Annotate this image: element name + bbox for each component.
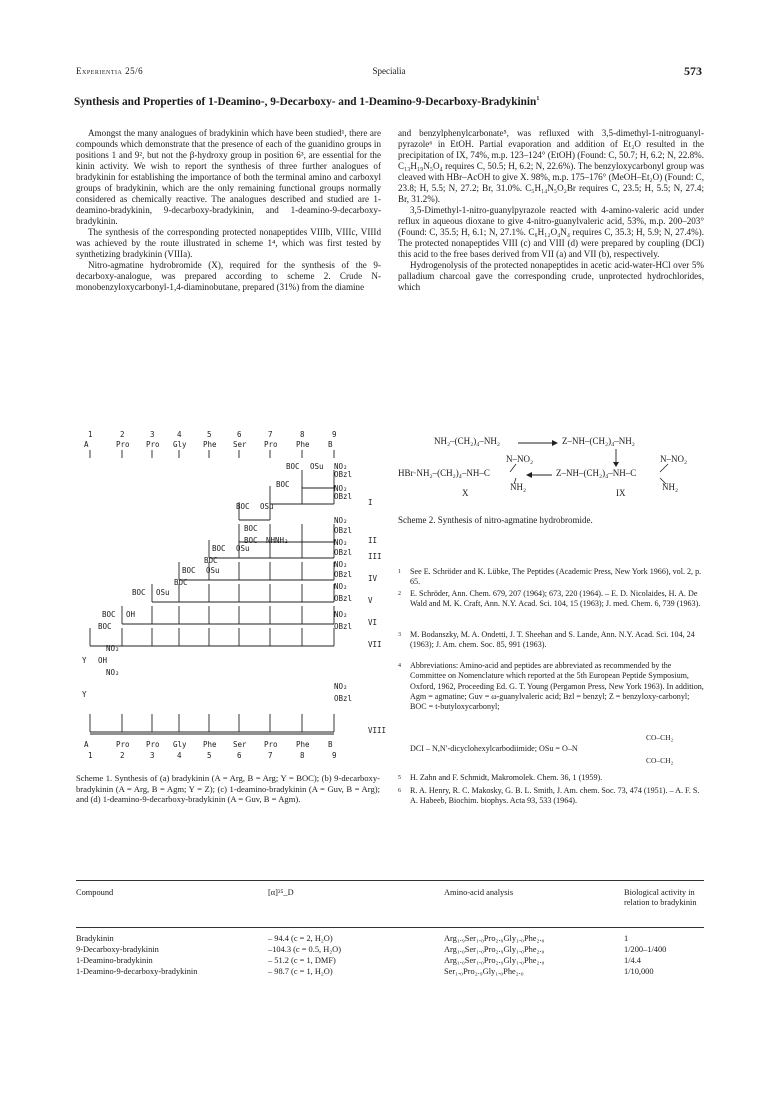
protecting-group-label: BOC: [204, 556, 218, 565]
intermediate-number: IV: [368, 574, 378, 583]
journal-name: Experientia 25/6: [76, 66, 144, 76]
label-ix: IX: [616, 488, 626, 498]
residue-label: Phe: [203, 740, 217, 749]
residue-number: 3: [150, 430, 155, 439]
residue-number: 5: [207, 751, 212, 760]
footnote-text: E. Schröder, Ann. Chem. 679, 207 (1964); 673, 220 (1964). – E. D. Nicolaides, H. A. De Wald and M. K. Craft, Ann. N.Y. Acad. Sci. 104, 15 (1963); J. med. Chem. 6, 739 (1963).: [410, 589, 701, 609]
table-cell: Arg₁.₀Ser₁.₀Pro₂.₉Gly₁.₀Phe₂.₀: [444, 945, 545, 954]
article-title: [74, 96, 704, 108]
nitro-label: N–NO₂: [506, 454, 534, 464]
intermediate-number: VI: [368, 618, 378, 627]
intermediate-number: VIII: [368, 726, 387, 735]
protecting-group-label: BOC: [276, 480, 290, 489]
protecting-group-label: NO₂: [334, 516, 348, 525]
residue-number: 4: [177, 751, 182, 760]
residue-number: 3: [150, 751, 155, 760]
protecting-group-label: BOC: [102, 610, 116, 619]
protecting-group-label: NO₂: [334, 610, 348, 619]
footnote-text: Abbreviations: Amino-acid and peptides are abbreviated as recommended by the Committee on Nomenclature which reported at the 5th European Peptide Symposium, Oxford, 1962, Proceeding Ed. G. T. Young (Pergamon Press, New York 1963). In addition, Agm = agmatine; Guv = ω-guanylvaleric acid; Bzl = benzyl; Z = benzyloxy-carbonyl; BOC = t-butyloxycarbonyl;: [410, 661, 704, 712]
amino-label: NH₂: [510, 482, 527, 492]
article-title-text: Synthesis and Properties of 1-Deamino-, 9-Decarboxy- and 1-Deamino-9-Decarboxy-Bradykinin: [74, 96, 537, 108]
protecting-group-label: Y: [82, 690, 87, 699]
table-cell: – 51.2 (c = 1, DMF): [268, 956, 336, 965]
z-diamine: Z–NH–(CH₂)₄–NH₂: [562, 436, 635, 446]
title-footnote-ref: 1: [536, 96, 540, 103]
footnote-osu: [398, 744, 704, 754]
table-cell: Arg₁.₀Ser₁.₀Pro₂.₉Gly₁.₀Phe₂.₀: [444, 956, 545, 965]
protecting-group-label: OBzl: [334, 470, 353, 479]
protecting-group-label: OSu: [236, 544, 250, 553]
compound-x: HBr·NH₂–(CH₂)₄–NH–C: [398, 468, 490, 478]
table-cell: 9-Decarboxy-bradykinin: [76, 945, 159, 954]
residue-number: 2: [120, 751, 125, 760]
residue-label: B: [328, 740, 333, 749]
residue-number: 7: [268, 430, 273, 439]
intermediate-number: V: [368, 596, 373, 605]
residue-label: Pro: [146, 440, 160, 449]
osu-ring-top: CO–CH₂: [646, 733, 674, 742]
residue-label: Gly: [173, 740, 187, 749]
section-name: Specialia: [372, 66, 406, 76]
footnote-number: 1: [398, 569, 401, 575]
footnote-number: 5: [398, 775, 401, 781]
protecting-group-label: BOC: [236, 502, 250, 511]
protecting-group-label: OSu: [156, 588, 170, 597]
protecting-group-label: BOC: [98, 622, 112, 631]
residue-label: Phe: [296, 740, 310, 749]
amino-label: NH₂: [662, 482, 679, 492]
paragraph: and benzylphenylcarbonate⁵, was refluxed with 3,5-dimethyl-1-nitroguanyl-pyrazole⁶ in EtOH. Partial evaporation and addition of Et₂O resulted in the precipitation of IX, 74%, m.p. 123–124° (EtOH) (Found: C, 50.7; H, 6.2; N, 22.8%. C₁₃H₁₉N₅O₄ requires C, 50.5; H, 6.2; N, 22.6%). The benzyloxycarbonyl group was cleaved with HBr–AcOH to give X. 98%, m.p. 175–176° (MeOH–Et₂O) (Found: C, 23.8; H, 5.5; N, 27.2; Br, 31.0%. C₅H₁₄N₅O₂Br requires C, 23.5; H, 5.5; N, 27.4; Br, 31.2%).: [398, 128, 704, 204]
residue-label: Phe: [296, 440, 310, 449]
page-number: 573: [684, 64, 702, 78]
paragraph: Hydrogenolysis of the protected nonapeptides in acetic acid-water-HCl over 5% palladium charcoal gave the corresponding crude, unprotected hydrochlorides, which: [398, 260, 704, 292]
residue-label: A: [84, 440, 89, 449]
protecting-group-label: OH: [98, 656, 108, 665]
residue-number: 6: [237, 430, 242, 439]
col-header: [α]²⁵_D: [268, 888, 294, 897]
table-cell: Bradykinin: [76, 934, 114, 943]
protecting-group-label: NO₂: [334, 484, 348, 493]
label-x: X: [462, 488, 469, 498]
footnote-text: See E. Schröder and K. Lübke, The Peptides (Academic Press, New York 1966), vol. 2, p. 65.: [410, 567, 702, 587]
residue-label: Pro: [264, 740, 278, 749]
paragraph: 3,5-Dimethyl-1-nitro-guanylpyrazole reacted with 4-amino-valeric acid under reflux in aqueous dioxane to give 4-nitro-guanylvaleric acid, 53%, m.p. 200–203° (Found: C, 35.5; H, 6.1; N, 27.1%. C₆H₁₂O₄N₄ requires C, 35.3; H, 5.9; N, 27.4%). The protected nonapeptides VIII (c) and VIII (d) were prepared by coupling (DCI) this acid to the free bases derived from VII (a) and VII (b), respectively.: [398, 205, 704, 259]
footnote: [398, 630, 704, 651]
protecting-group-label: BOC: [174, 578, 188, 587]
table-cell: 1/4.4: [624, 956, 641, 965]
footnote: [398, 773, 704, 783]
protecting-group-label: BOC: [244, 536, 258, 545]
table-cell: 1/200–1/400: [624, 945, 667, 954]
compound-ix: Z–NH–(CH₂)₄–NH–C: [556, 468, 637, 478]
residue-label: Ser: [233, 440, 247, 449]
left-column: [76, 128, 381, 293]
paragraph: Amongst the many analogues of bradykinin which have been studied¹, there are compounds which demonstrate that the presence of each of the guanidino groups in positions 1 and 9², but not the β-hydroxy group in position 6³, are essential for the kinin activity. We wish to report the synthesis of three further analogues of bradykinin for establishing the importance of both the terminal amino and carboxyl groups of bradykinin, which are the only remaining functional groups normally considered as chemically reactive. The analogues described and studied are 1-deamino-bradykinin, 9-decarboxy-bradykinin, and 1-deamino-9-decarboxy-bradykinin.: [76, 128, 381, 226]
table-cell: 1-Deamino-bradykinin: [76, 956, 153, 965]
residue-number: 8: [300, 751, 305, 760]
paragraph: The synthesis of the corresponding protected nonapeptides VIIIb, VIIIc, VIIId was achieved by the route illustrated in scheme 1⁴, which was first tested by synthetizing bradykinin (VIIIa).: [76, 227, 381, 259]
intermediate-number: I: [368, 498, 373, 507]
residue-label: Ser: [233, 740, 247, 749]
residue-label: Pro: [264, 440, 278, 449]
protecting-group-label: OBzl: [334, 492, 353, 501]
residue-number: 8: [300, 430, 305, 439]
table-rule-top: [76, 880, 704, 881]
protecting-group-label: NO₂: [106, 668, 120, 677]
osu-ring-bottom: CO–CH₂: [646, 756, 674, 765]
protecting-group-label: OSu: [260, 502, 274, 511]
protecting-group-label: OH: [126, 610, 136, 619]
residue-number: 9: [332, 751, 337, 760]
protecting-group-label: OBzl: [334, 622, 353, 631]
footnote-number: 2: [398, 591, 401, 597]
table-cell: Arg₁.₉Ser₁.₀Pro₂.₉Gly₁.₀Phe₂.₀: [444, 934, 545, 943]
residue-label: Pro: [116, 440, 130, 449]
protecting-group-label: BOC: [132, 588, 146, 597]
intermediate-number: VII: [368, 640, 382, 649]
protecting-group-label: Y: [82, 656, 87, 665]
footnote-number: 6: [398, 788, 401, 794]
residue-label: Pro: [116, 740, 130, 749]
protecting-group-label: OBzl: [334, 548, 353, 557]
table-cell: – 94.4 (c = 2, H₂O): [268, 934, 333, 943]
protecting-group-label: NO₂: [334, 462, 348, 471]
residue-label: Gly: [173, 440, 187, 449]
residue-number: 1: [88, 430, 93, 439]
footnote-number: 4: [398, 663, 401, 669]
residue-label: Phe: [203, 440, 217, 449]
table-cell: 1-Deamino-9-decarboxy-bradykinin: [76, 967, 198, 976]
protecting-group-label: NHNH₂: [266, 536, 289, 545]
residue-number: 1: [88, 751, 93, 760]
footnote-text: H. Zahn and F. Schmidt, Makromolek. Chem. 36, 1 (1959).: [410, 773, 603, 782]
scheme-1-caption: Scheme 1. Synthesis of (a) bradykinin (A = Arg, B = Arg; Y = BOC); (b) 9-decarboxy-bradykinin (A = Arg, B = Agm; Y = Z); (c) 1-deamino-bradykinin (A = Guv, B = Arg); and (d) 1-deamino-9-decarboxy-bradykinin (A = Guv, B = Agm).: [76, 773, 380, 804]
protecting-group-label: BOC: [182, 566, 196, 575]
residue-number: 2: [120, 430, 125, 439]
footnote-text: DCI – N,N′-dicyclohexylcarbodiimide; OSu = O–N: [410, 744, 578, 753]
scheme-2-caption: Scheme 2. Synthesis of nitro-agmatine hydrobromide.: [398, 515, 593, 525]
protecting-group-label: OBzl: [334, 694, 353, 703]
diamine: NH₂–(CH₂)₄–NH₂: [434, 436, 501, 446]
protecting-group-label: NO₂: [334, 560, 348, 569]
protecting-group-label: OSu: [206, 566, 220, 575]
table-rule-mid: [76, 927, 704, 928]
residue-number: 6: [237, 751, 242, 760]
scheme-1-diagram: [76, 428, 387, 768]
table-body: [76, 934, 704, 984]
right-column: [398, 128, 704, 293]
footnote: [398, 589, 704, 610]
running-header: [76, 66, 702, 80]
protecting-group-label: OSu: [310, 462, 324, 471]
table-cell: Ser₁.₀Pro₂.₉Gly₁.₀Phe₂.₀: [444, 967, 524, 976]
protecting-group-label: NO₂: [334, 538, 348, 547]
protecting-group-label: OBzl: [334, 526, 353, 535]
table-cell: – 98.7 (c = 1, H₂O): [268, 967, 333, 976]
protecting-group-label: NO₂: [334, 682, 348, 691]
residue-number: 5: [207, 430, 212, 439]
residue-number: 7: [268, 751, 273, 760]
footnote-text: M. Bodanszky, M. A. Ondetti, J. T. Sheehan and S. Lande, Ann. N.Y. Acad. Sci. 104, 24 (1963); J. Am. chem. Soc. 85, 991 (1963).: [410, 630, 695, 650]
protecting-group-label: OBzl: [334, 570, 353, 579]
table-cell: 1/10,000: [624, 967, 654, 976]
footnote: [398, 786, 704, 807]
intermediate-number: II: [368, 536, 378, 545]
intermediate-number: III: [368, 552, 382, 561]
protecting-group-label: OBzl: [334, 594, 353, 603]
residue-label: A: [84, 740, 89, 749]
residue-number: 4: [177, 430, 182, 439]
footnote: [398, 661, 704, 712]
col-header: Biological activity in relation to bradykinin: [624, 888, 697, 907]
protecting-group-label: NO₂: [334, 582, 348, 591]
residue-number: 9: [332, 430, 337, 439]
footnote: [398, 567, 704, 588]
col-header: Compound: [76, 888, 114, 897]
footnote-text: R. A. Henry, R. C. Makosky, G. B. L. Smith, J. Am. chem. Soc. 73, 474 (1951). – A. F. S. A. Habeeb, Biochim. biophys. Acta 93, 533 (1964).: [410, 786, 700, 806]
residue-label: Pro: [146, 740, 160, 749]
footnote-number: 3: [398, 632, 401, 638]
nitro-label: N–NO₂: [660, 454, 688, 464]
scheme-1-lines: [76, 428, 376, 768]
protecting-group-label: NO₂: [106, 644, 120, 653]
bond-lines: [398, 432, 704, 502]
protecting-group-label: BOC: [286, 462, 300, 471]
table-cell: 1: [624, 934, 629, 943]
paragraph: Nitro-agmatine hydrobromide (X), required for the synthesis of the 9-decarboxy-analogue, was prepared according to scheme 2. Crude N-monobenzyloxycarbonyl-1,4-diaminobutane, prepared (31%) from the diamine: [76, 260, 381, 292]
protecting-group-label: BOC: [244, 524, 258, 533]
table-cell: –104.3 (c = 0.5, H₂O): [268, 945, 342, 954]
protecting-group-label: BOC: [212, 544, 226, 553]
col-header: Amino-acid analysis: [444, 888, 514, 897]
residue-label: B: [328, 440, 333, 449]
